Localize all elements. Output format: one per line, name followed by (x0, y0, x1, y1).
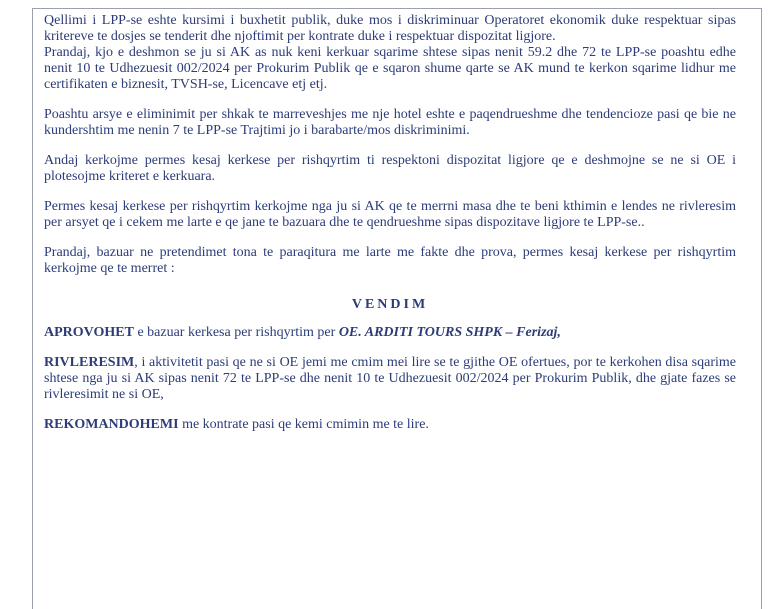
paragraph-clarifications: Prandaj, kjo e deshmon se ju si AK as nuk keni kerkuar sqarime shtese sipas nenit 59.2 dhe 72 te LPP-se poashtu edhe nenit 10 te Udhezuesit 002/2024 per Prokurim Publik qe e sqaron shume qarte se AK mund te kerkon sqarime lidhur me certifikaten e biznesit, TVSH-se, Licencave etj etj. (44, 45, 736, 92)
decision-reevaluate (44, 355, 736, 403)
decision-approve (44, 325, 736, 341)
decision-approve-text: e bazuar kerkesa per rishqyrtim per (133, 325, 339, 340)
paragraph-conclusion: Prandaj, bazuar ne pretendimet tona te paraqitura me larte me fakte dhe prova, permes kesaj kerkese per rishqyrtim kerkojme qe te merret : (44, 245, 736, 276)
decision-recommend-text: me kontrate pasi qe kemi cmimin me te lire. (178, 417, 429, 432)
decision-approve-entity: OE. ARDITI TOURS SHPK – Ferizaj, (338, 325, 561, 340)
decision-recommend (44, 417, 736, 433)
paragraph-request-respect: Andaj kerkojme permes kesaj kerkese per rishqyrtim ti respektoni dispozitat ligjore qe e deshmojne se ne si OE i plotesojme kriteret e kerkuara. (44, 153, 736, 184)
paragraph-purpose: Qellimi i LPP-se eshte kursimi i buxhetit publik, duke mos i diskriminuar Operatoret ekonomik duke respektuar sipas kritereve te dosjes se tenderit dhe njoftimit per kontrate duke i respektuar dispozitat ligjore. (44, 13, 736, 44)
document-body (44, 13, 736, 447)
paragraph-reevaluation-request: Permes kesaj kerkese per rishqyrtim kerkojme nga ju si AK qe te merrni masa dhe te beni kthimin e lendes ne rivleresim per arsyet qe i cekem me larte e qe jane te bazuara dhe te qendrueshme sipas dispozitave ligjore te LPP-se.. (44, 199, 736, 230)
decision-heading: VENDIM (351, 297, 429, 312)
decision-reevaluate-lead: RIVLERESIM (44, 355, 135, 370)
decision-reevaluate-text: , i aktivitetit pasi qe ne si OE jemi me cmim mei lire se te gjithe OE ofertues, por te kerkohen disa sqarime shtese nga ju si AK sipas nenit 72 te LPP-se dhe nenit 10 te Udhezuesit 002/2024 per Prokurim Publik, dhe gjate fazes se rivleresimit ne si OE, (44, 355, 736, 402)
decision-approve-lead: APROVOHET (44, 325, 134, 340)
decision-recommend-lead: REKOMANDOHEMI (44, 417, 179, 432)
paragraph-elimination-reason: Poashtu arsye e eliminimit per shkak te marreveshjes me nje hotel eshte e paqendrueshme dhe tendencioze pasi qe bie ne kundershtim me nenin 7 te LPP-se Trajtimi jo i barabarte/mos diskriminimi. (44, 107, 736, 138)
